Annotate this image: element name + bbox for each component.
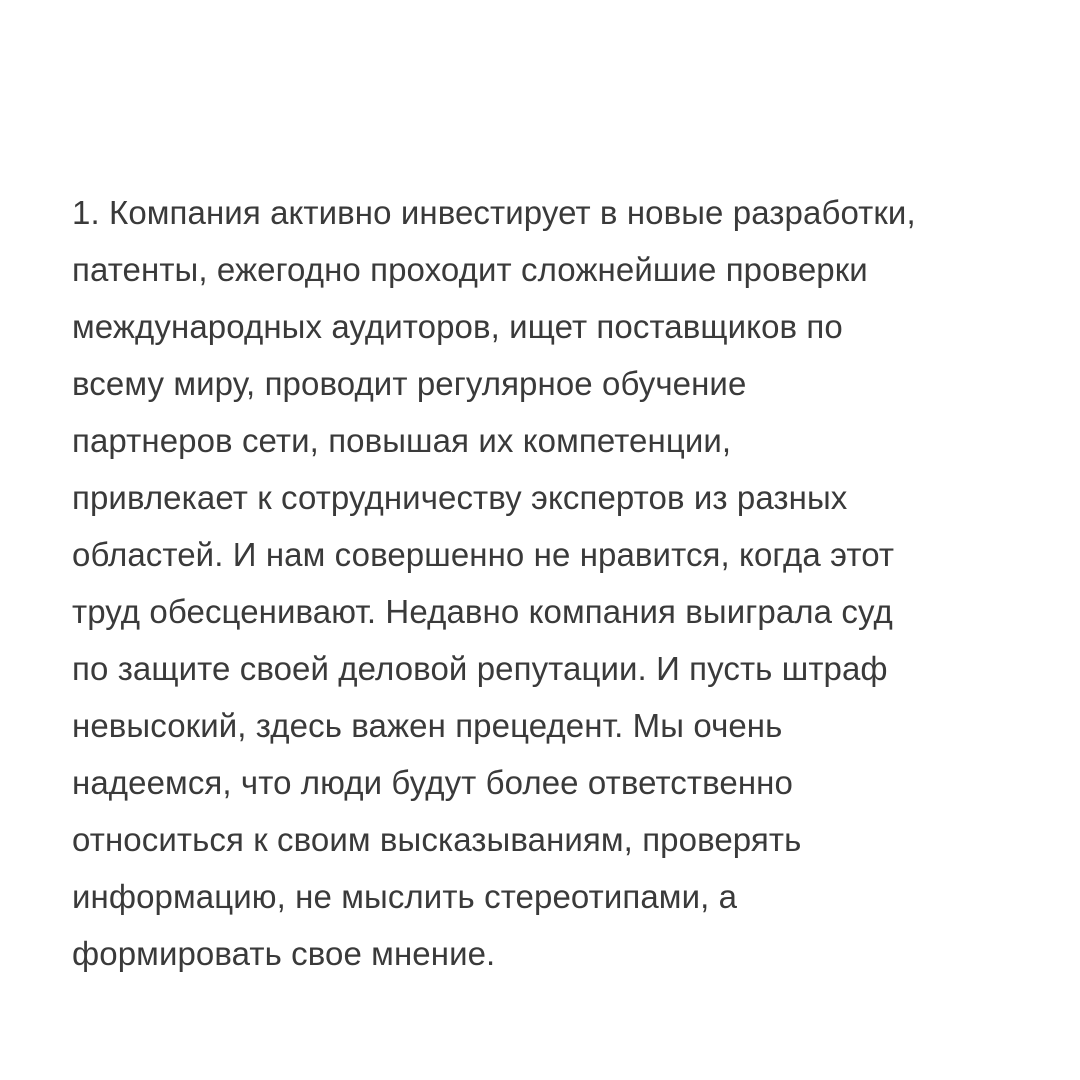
paragraph-line: международных аудиторов, ищет поставщиков по bbox=[72, 308, 843, 345]
paragraph-line: патенты, ежегодно проходит сложнейшие проверки bbox=[72, 251, 868, 288]
paragraph-line: невысокий, здесь важен прецедент. Мы очень bbox=[72, 707, 783, 744]
paragraph-line: по защите своей деловой репутации. И пусть штраф bbox=[72, 650, 888, 687]
paragraph-line: 1. Компания активно инвестирует в новые разработки, bbox=[72, 194, 916, 231]
paragraph-line: труд обесценивают. Недавно компания выиграла суд bbox=[72, 593, 893, 630]
paragraph-line: областей. И нам совершенно не нравится, когда этот bbox=[72, 536, 895, 573]
paragraph-line: относиться к своим высказываниям, проверять bbox=[72, 821, 802, 858]
paragraph-line: формировать свое мнение. bbox=[72, 935, 496, 972]
paragraph-line: партнеров сети, повышая их компетенции, bbox=[72, 422, 732, 459]
paragraph-line: надеемся, что люди будут более ответственно bbox=[72, 764, 793, 801]
paragraph bbox=[72, 184, 1032, 982]
paragraph-line: привлекает к сотрудничеству экспертов из разных bbox=[72, 479, 848, 516]
paragraph-line: всему миру, проводит регулярное обучение bbox=[72, 365, 747, 402]
paragraph-line: информацию, не мыслить стереотипами, а bbox=[72, 878, 738, 915]
